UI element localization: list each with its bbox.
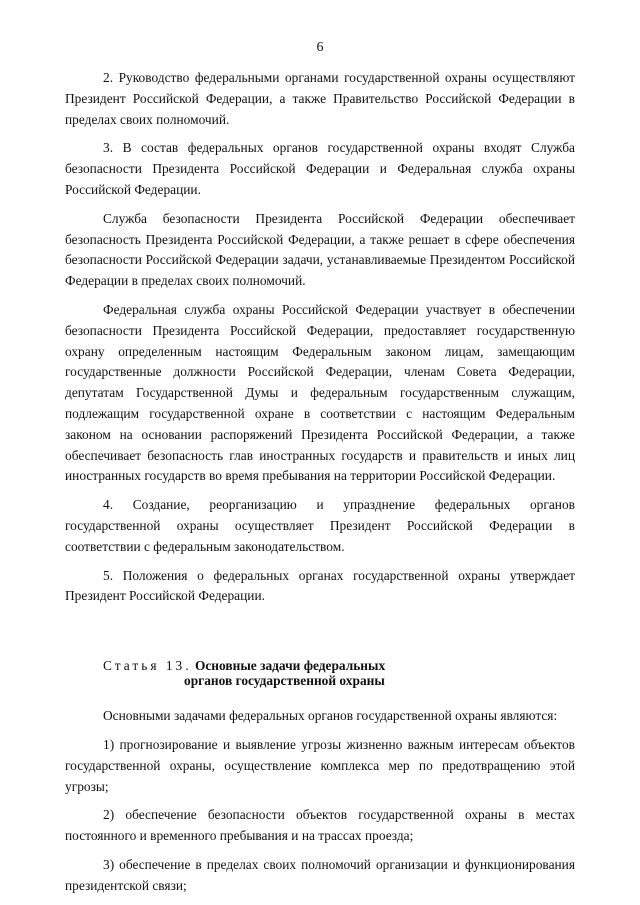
paragraph-service-security: Служба безопасности Президента Российской Федерации обеспечивает безопасность Президента Российской Федерации, а также решает в сфере обеспечения безопасности Российской Федерации задачи, устанавливаемые Президентом Российской Федерации в пределах своих полномочий. [65,210,575,289]
paragraph-5: 5. Положения о федеральных органах государственной охраны утверждает Президент Российской Федерации. [65,567,575,604]
paragraph-federal-protection-service: Федеральная служба охраны Российской Федерации участвует в обеспечении безопасности Президента Российской Федерации, предоставляет государственную охрану определенным настоящим Федеральным законом лицам, замещающим государственные должности Российской Федерации, членам Совета Федерации, депутатам Государственной Думы и федеральным государственным служащим, подлежащим государственной охране в соответствии с настоящим Федеральным законом на основании распоряжений Президента Российской Федерации, а также обеспечивает безопасность глав иностранных государств и правительств и иных лиц иностранных государств во время пребывания на территории Российской Федерации. [65,301,575,484]
article-title-line1: Основные задачи федеральных [194,658,386,674]
article-heading [103,658,575,688]
article-title-line2: органов государственной охраны [184,673,385,689]
paragraph-4: 4. Создание, реорганизацию и упразднение федеральных органов государственной охраны осуществляет Президент Российской Федерации в соответствии с федеральным законодательством. [65,497,575,554]
paragraph-3: 3. В состав федеральных органов государственной охраны входят Служба безопасности Президента Российской Федерации и Федеральная служба охраны Российской Федерации. [65,140,575,197]
paragraph-2: 2. Руководство федеральными органами государственной охраны осуществляют Президент Российской Федерации, а также Правительство Российской Федерации в пределах своих полномочий. [65,70,575,127]
task-item-3: 3) обеспечение в пределах своих полномочий организации и функционирования президентской связи; [65,856,575,893]
article-label: Статья 13. [103,658,192,674]
section-spacer [65,615,575,658]
task-item-1: 1) прогнозирование и выявление угрозы жизненно важным интересам объектов государственной охраны, осуществление комплекса мер по предотвращению этой угрозы; [65,736,575,794]
tasks-intro: Основными задачами федеральных органов государственной охраны являются: [103,708,558,724]
task-item-2: 2) обеспечение безопасности объектов государственной охраны в местах постоянного и временного пребывания и на трассах проезда; [65,807,575,844]
page-number: 6 [316,40,324,55]
document-body [65,68,575,905]
